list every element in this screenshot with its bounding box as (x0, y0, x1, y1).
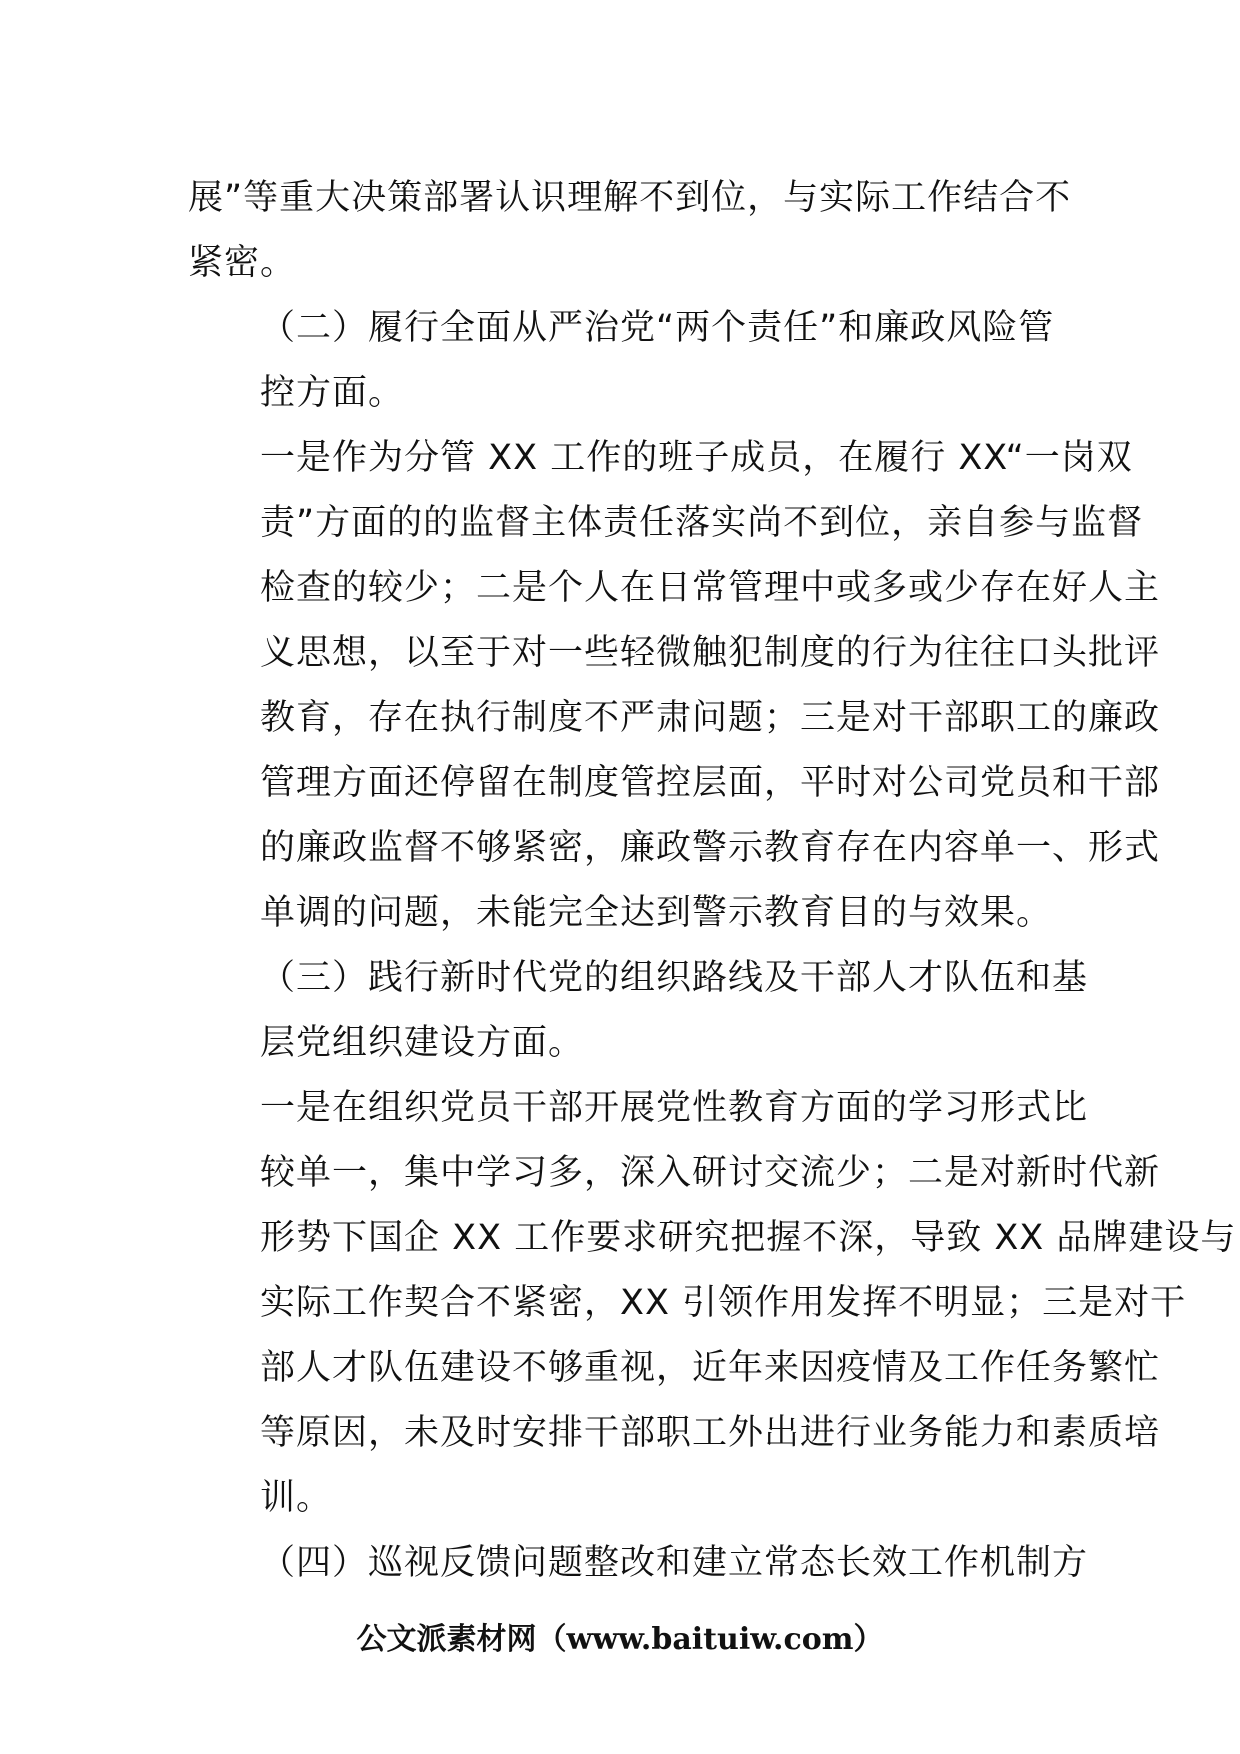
text-line: （二）履行全面从严治党“两个责任”和廉政风险管 (260, 308, 1055, 348)
text-line: 等原因，未及时安排干部职工外出进行业务能力和素质培 (260, 1413, 1161, 1453)
paragraph (188, 426, 1161, 946)
text-line: （三）践行新时代党的组织路线及干部人才队伍和基 (260, 958, 1089, 998)
text-line: 展”等重大决策部署认识理解不到位，与实际工作结合不 (188, 178, 1072, 218)
text-line: 层党组织建设方面。 (260, 1023, 585, 1063)
text-line: 管理方面还停留在制度管控层面，平时对公司党员和干部 (260, 763, 1161, 803)
text-line: 实际工作契合不紧密，XX 引领作用发挥不明显；三是对干 (260, 1283, 1187, 1323)
text-line: 单调的问题，未能完全达到警示教育目的与效果。 (260, 893, 1053, 933)
text-line: 义思想，以至于对一些轻微触犯制度的行为往往口头批评 (260, 633, 1161, 673)
text-line: 形势下国企 XX 工作要求研究把握不深，导致 XX 品牌建设与 (260, 1218, 1237, 1258)
text-line: 紧密。 (188, 243, 297, 283)
text-line: 检查的较少；二是个人在日常管理中或多或少存在好人主 (260, 568, 1161, 608)
text-line: 较单一，集中学习多，深入研讨交流少；二是对新时代新 (260, 1153, 1161, 1193)
text-line: 部人才队伍建设不够重视，近年来因疫情及工作任务繁忙 (260, 1348, 1161, 1388)
paragraph (188, 1531, 1089, 1596)
paragraph (188, 1076, 1237, 1531)
document-body (188, 166, 1237, 1596)
text-line: 的廉政监督不够紧密，廉政警示教育存在内容单一、形式 (260, 828, 1161, 868)
paragraph (188, 296, 1058, 426)
text-line: 一是在组织党员干部开展党性教育方面的学习形式比 (260, 1088, 1089, 1128)
text-line: 控方面。 (260, 373, 405, 413)
text-line: （四）巡视反馈问题整改和建立常态长效工作机制方 (260, 1543, 1089, 1583)
text-line: 训。 (260, 1478, 333, 1518)
paragraph (188, 166, 1072, 296)
text-line: 一是作为分管 XX 工作的班子成员，在履行 XX“一岗双 (260, 438, 1133, 478)
text-line: 责”方面的的监督主体责任落实尚不到位，亲自参与监督 (260, 503, 1144, 543)
text-line: 教育，存在执行制度不严肃问题；三是对干部职工的廉政 (260, 698, 1161, 738)
footer-watermark: 公文派素材网（www.baituiw.com） (356, 1622, 884, 1657)
paragraph (188, 946, 1089, 1076)
